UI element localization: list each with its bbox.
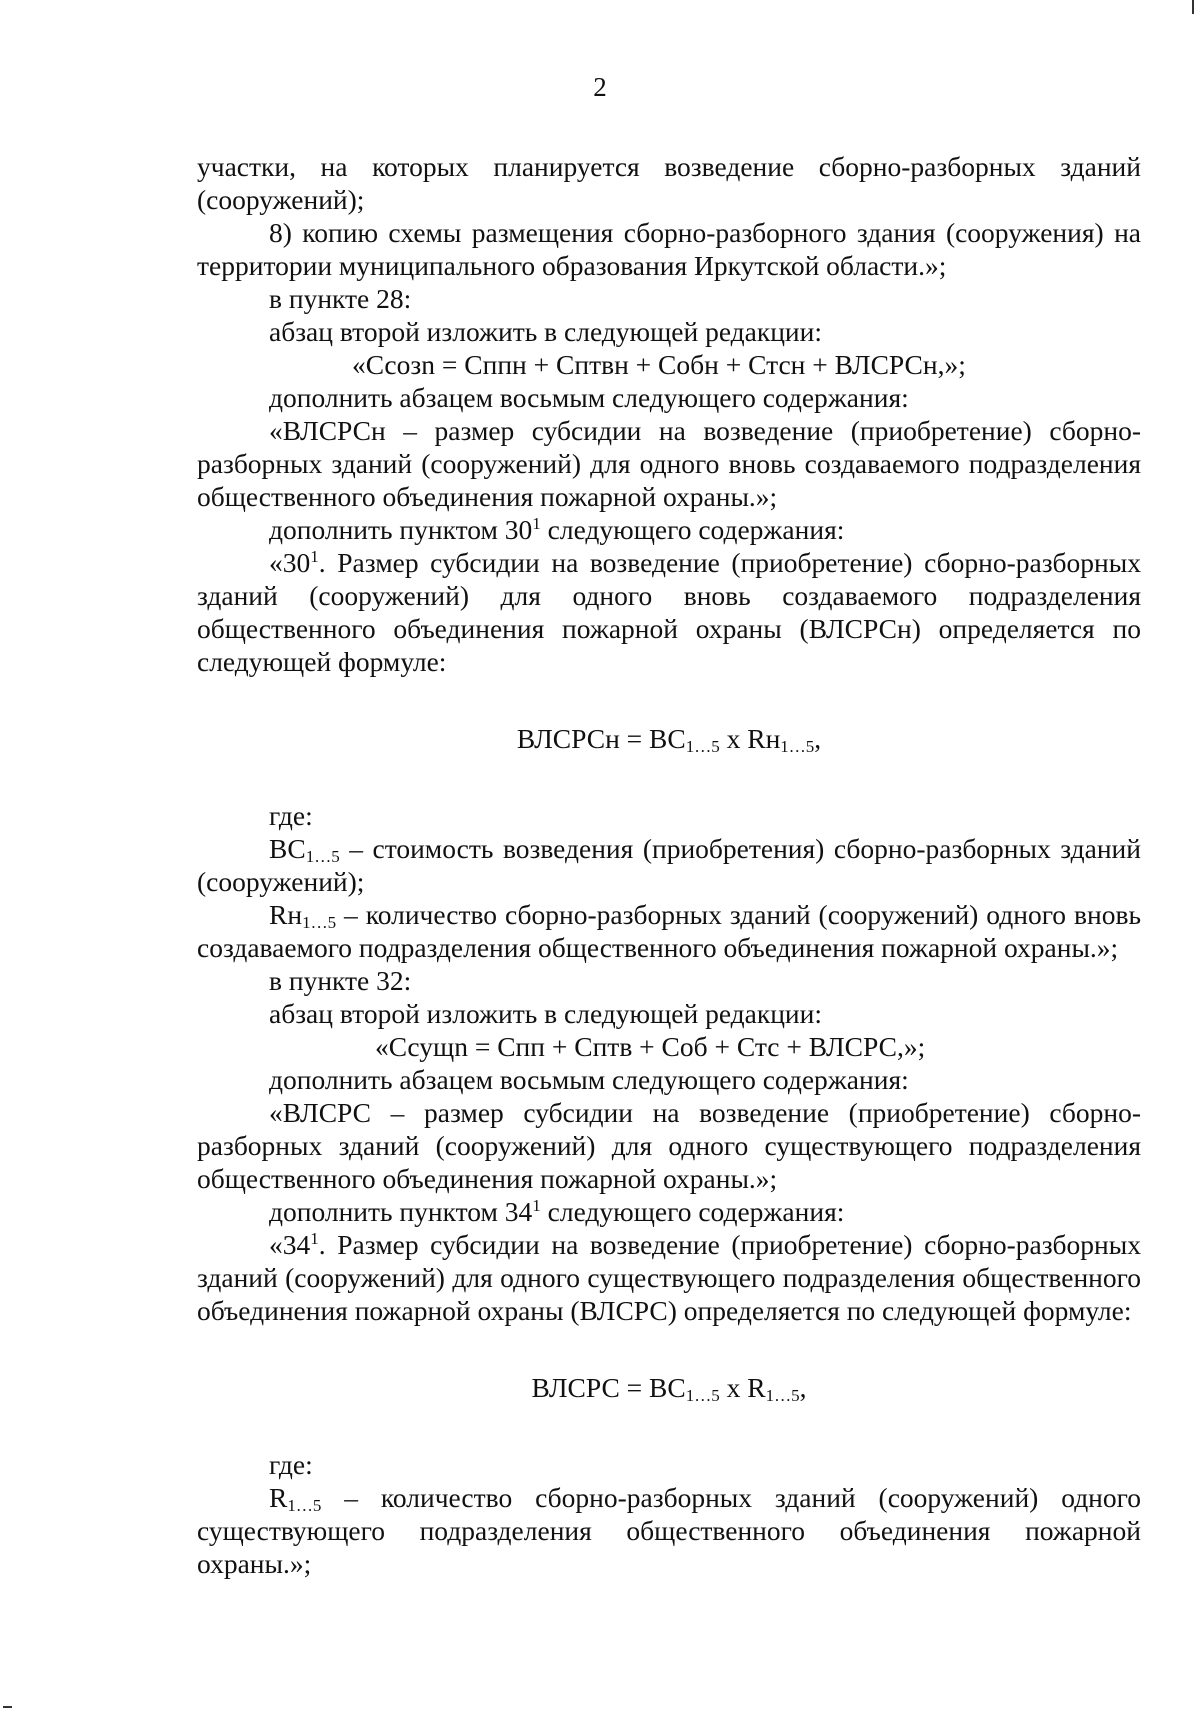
subscript: 1…5 — [305, 847, 340, 866]
paragraph: абзац второй изложить в следующей редакции: — [269, 998, 823, 1029]
subscript: 1…5 — [685, 1386, 720, 1405]
paragraph — [197, 1481, 1141, 1580]
text-run: Rн — [269, 899, 303, 930]
paragraph: участки, на которых планируется возведение сборно-разборных зданий (сооружений); — [197, 151, 1141, 215]
text-run: – стоимость возведения (приобретения) сборно-разборных зданий (сооружений); — [197, 833, 1141, 897]
formula-part: , — [799, 1372, 807, 1403]
formula-part: ВЛСРС = ВС — [531, 1372, 686, 1403]
paragraph: в пункте 28: — [269, 283, 412, 314]
superscript: 1 — [532, 514, 541, 533]
subscript: 1…5 — [780, 737, 815, 756]
paragraph: где: — [269, 800, 313, 831]
subscript: 1…5 — [287, 1496, 322, 1515]
paragraph — [197, 513, 1141, 546]
subscript: 1…5 — [685, 737, 720, 756]
subscript: 1…5 — [765, 1386, 800, 1405]
superscript: 1 — [310, 547, 319, 566]
display-formula — [197, 722, 1141, 755]
inline-formula: «Ссозn = Сппн + Сптвн + Собн + Стсн + ВЛСРСн,»; — [352, 349, 966, 380]
formula-part: х R — [719, 1372, 766, 1403]
subscript: 1…5 — [302, 913, 337, 932]
formula-part: ВЛСРСн = ВС — [516, 723, 686, 754]
paragraph: дополнить абзацем восьмым следующего содержания: — [269, 382, 909, 413]
text-run: . Размер субсидии на возведение (приобретение) сборно-разборных зданий (сооружений) для одного существующего подразделения общественного объединения пожарной охраны (ВЛСРС) определяется по следующей формуле: — [197, 1229, 1141, 1326]
paragraph: где: — [269, 1449, 313, 1480]
text-run: «34 — [269, 1229, 311, 1260]
text-run: «30 — [269, 547, 311, 578]
text-run: – количество сборно-разборных зданий (сооружений) одного существующего подразделения общественного объединения пожарной охраны.»; — [197, 1482, 1141, 1579]
paragraph — [197, 546, 1141, 678]
text-run: – количество сборно-разборных зданий (сооружений) одного вновь создаваемого подразделения общественного объединения пожарной охраны.»; — [197, 899, 1141, 963]
spacer — [197, 1327, 1141, 1371]
paragraph — [197, 898, 1141, 964]
paragraph: абзац второй изложить в следующей редакции: — [269, 316, 823, 347]
paragraph: в пункте 32: — [269, 965, 412, 996]
page-number: 2 — [593, 72, 607, 102]
inline-formula: «Ссущn = Спп + Сптв + Соб + Стс + ВЛСРС,»; — [375, 1031, 926, 1062]
text-run: R — [269, 1482, 288, 1513]
spacer — [197, 755, 1141, 799]
paragraph — [197, 832, 1141, 898]
text-run: дополнить пунктом 30 — [269, 514, 533, 545]
superscript: 1 — [310, 1229, 319, 1248]
text-run: следующего содержания: — [540, 514, 845, 545]
text-run: ВС — [269, 833, 306, 864]
formula-part: , — [814, 723, 822, 754]
scan-edge-mark-top — [1192, 0, 1194, 14]
text-run: . Размер субсидии на возведение (приобретение) сборно-разборных зданий (сооружений) для одного вновь создаваемого подразделения общественного объединения пожарной охраны (ВЛСРСн) определяется по следующей формуле: — [197, 547, 1141, 677]
paragraph — [197, 1228, 1141, 1327]
display-formula — [197, 1371, 1141, 1404]
text-run: следующего содержания: — [540, 1196, 845, 1227]
paragraph — [197, 1195, 1141, 1228]
paragraph: 8) копию схемы размещения сборно-разборного здания (сооружения) на территории муниципального образования Иркутской области.»; — [197, 217, 1141, 281]
paragraph: «ВЛСРСн – размер субсидии на возведение (приобретение) сборно-разборных зданий (сооружений) для одного вновь создаваемого подразделения общественного объединения пожарной охраны.»; — [197, 415, 1141, 512]
formula-part: х Rн — [719, 723, 781, 754]
text-run: дополнить пунктом 34 — [269, 1196, 533, 1227]
scan-edge-mark-bottom — [3, 1706, 12, 1708]
paragraph: дополнить абзацем восьмым следующего содержания: — [269, 1064, 909, 1095]
document-body — [197, 150, 1141, 1580]
spacer — [197, 1404, 1141, 1448]
spacer — [197, 678, 1141, 722]
paragraph: «ВЛСРС – размер субсидии на возведение (приобретение) сборно-разборных зданий (сооружений) для одного существующего подразделения общественного объединения пожарной охраны.»; — [197, 1097, 1141, 1194]
superscript: 1 — [532, 1196, 541, 1215]
